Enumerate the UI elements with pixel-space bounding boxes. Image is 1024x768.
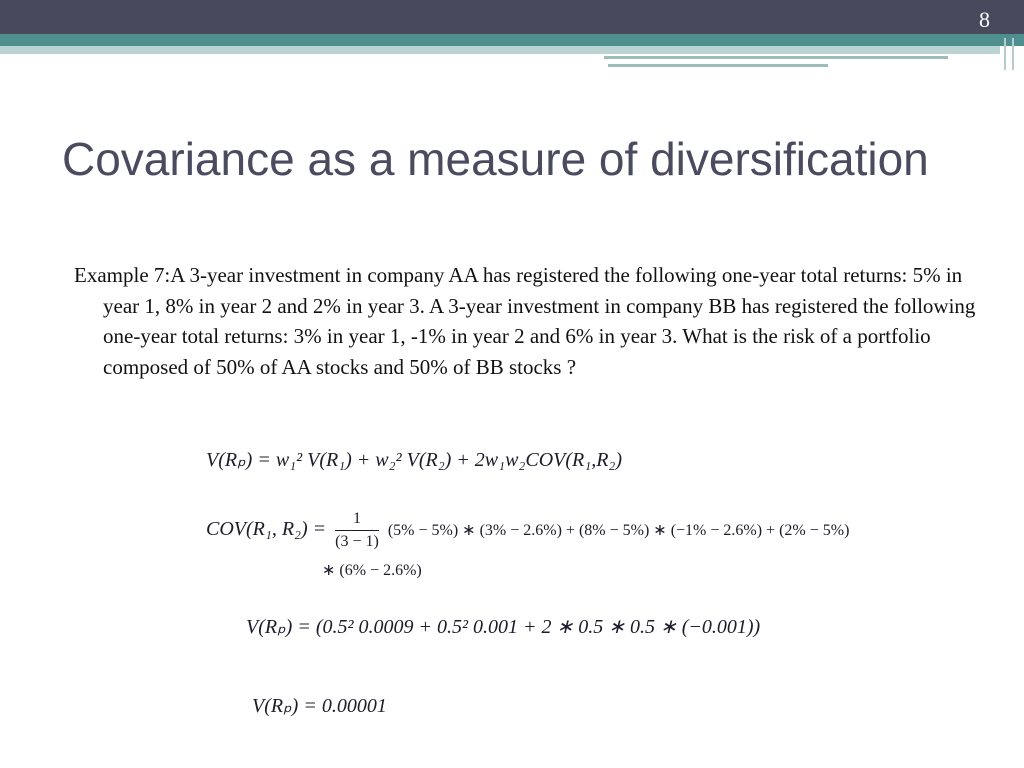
covariance-fraction [335,510,379,551]
covariance-terms: (5% − 5%) ∗ (3% − 2.6%) + (8% − 5%) ∗ (−1% − 2.6%) + (2% − 5%) [387,522,850,540]
teal-band [0,34,1024,46]
top-bar [0,0,1024,34]
accent-line [604,56,948,59]
covariance-terms-continued: ∗ (6% − 2.6%) [322,562,422,579]
fraction-numerator: 1 [335,510,379,531]
formula-variance-result: V(Rₚ) = 0.00001 [252,695,387,717]
pale-band [0,46,1000,54]
formula-variance-general: V(Rₚ) = w₁² V(R₁) + w₂² V(R₂) + 2w₁w₂COV(R₁,R₂) [206,449,623,471]
decorative-rule [1004,38,1006,70]
covariance-lhs: COV(R₁, R₂) = [206,518,327,541]
slide-number: 8 [979,7,990,32]
example-text: Example 7:A 3-year investment in company AA has registered the following one-year total returns: 5% in year 1, 8% in year 2 and 2% in year 3. A 3-year investment in company BB has registered the following one-year total returns: 3% in year 1, -1% in year 2 and 6% in year 3. What is the risk of a portfolio composed of 50% of AA stocks and 50% of BB stocks ? [74,263,976,379]
formula-variance-numeric: V(Rₚ) = (0.5² 0.0009 + 0.5² 0.001 + 2 ∗ 0.5 ∗ 0.5 ∗ (−0.001)) [246,616,761,638]
formula-covariance [206,510,849,551]
accent-line [608,64,828,67]
decorative-rule [1012,38,1014,70]
slide-title: Covariance as a measure of diversification [62,133,929,185]
fraction-denominator: (3 − 1) [335,533,379,550]
